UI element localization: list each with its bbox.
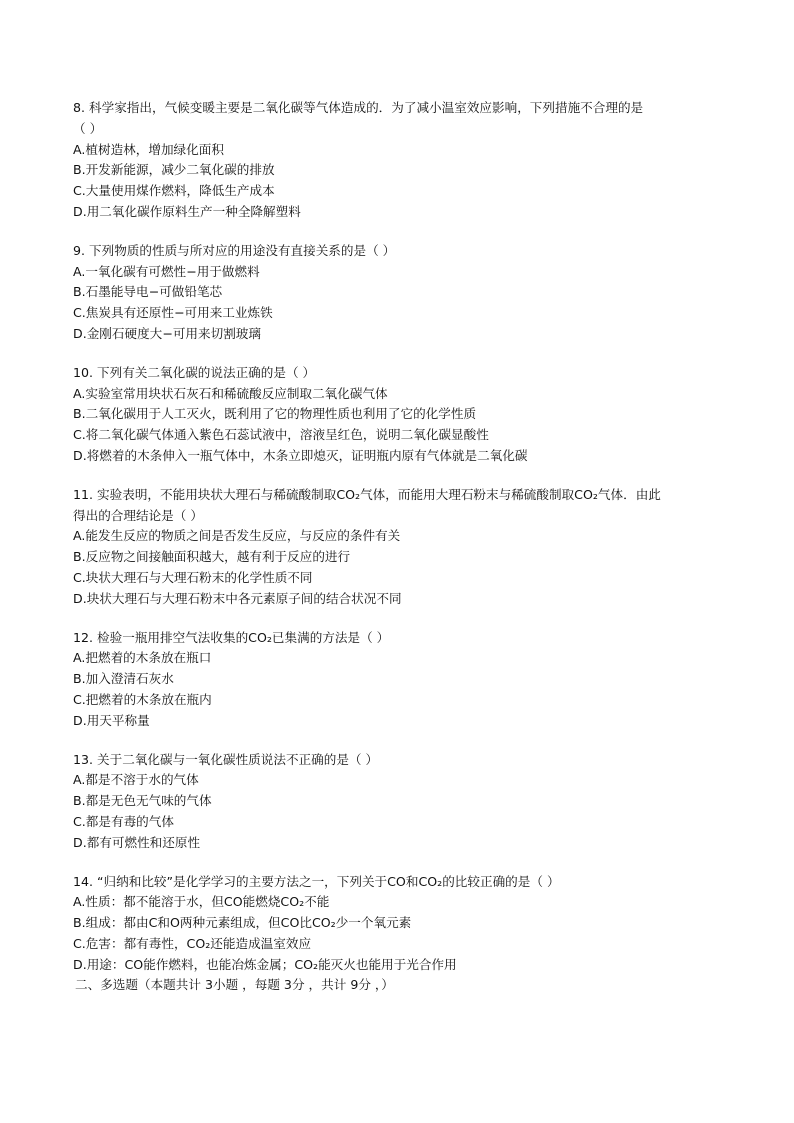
- option-c: C.将二氧化碳气体通入紫色石蕊试液中，溶液呈红色，说明二氧化碳显酸性: [73, 427, 489, 443]
- option-a: A.把燃着的木条放在瓶口: [73, 650, 212, 666]
- question-stem: 8. 科学家指出，气候变暖主要是二氧化碳等气体造成的．为了减小温室效应影响，下列措施不合理的是: [73, 100, 644, 115]
- question-10: [73, 363, 723, 467]
- option-b: B.加入澄清石灰水: [73, 671, 174, 687]
- option-c: C.焦炭具有还原性−可用来工业炼铁: [73, 305, 273, 321]
- question-stem: 12. 检验一瓶用排空气法收集的CO₂已集满的方法是（ ）: [73, 629, 390, 645]
- option-d: D.将燃着的木条伸入一瓶气体中，木条立即熄灭，证明瓶内原有气体就是二氧化碳: [73, 447, 528, 463]
- option-a: A.实验室常用块状石灰石和稀硫酸反应制取二氧化碳气体: [73, 385, 388, 401]
- question-stem: 10. 下列有关二氧化碳的说法正确的是（ ）: [73, 364, 316, 380]
- option-c: C.大量使用煤作燃料，降低生产成本: [73, 183, 275, 199]
- question-12: [73, 628, 723, 732]
- question-11: [73, 485, 723, 610]
- option-d: D.用天平称量: [73, 712, 150, 728]
- option-a: A.能发生反应的物质之间是否发生反应，与反应的条件有关: [73, 528, 401, 544]
- question-stem: （ ）: [73, 120, 103, 136]
- question-stem: 9. 下列物质的性质与所对应的用途没有直接关系的是（ ）: [73, 242, 396, 258]
- question-stem: 13. 关于二氧化碳与一氧化碳性质说法不正确的是（ ）: [73, 751, 379, 767]
- option-d: D.用二氧化碳作原料生产一种全降解塑料: [73, 203, 301, 219]
- question-13: [73, 750, 723, 854]
- option-b: B.反应物之间接触面积越大，越有利于反应的进行: [73, 549, 351, 565]
- option-b: B.石墨能导电−可做铅笔芯: [73, 284, 223, 300]
- question-9: [73, 241, 723, 345]
- option-b: B.开发新能源，减少二氧化碳的排放: [73, 162, 275, 178]
- option-a: A.植树造林，增加绿化面积: [73, 141, 224, 157]
- option-b: B.组成：都由C和O两种元素组成，但CO比CO₂少一个氧元素: [73, 915, 412, 931]
- option-c: C.块状大理石与大理石粉末的化学性质不同: [73, 569, 313, 585]
- question-stem: 得出的合理结论是（ ）: [73, 507, 203, 523]
- option-d: D.都有可燃性和还原性: [73, 834, 201, 850]
- option-a: A.一氧化碳有可燃性−用于做燃料: [73, 263, 260, 279]
- option-a: A.性质：都不能溶于水，但CO能燃烧CO₂不能: [73, 894, 330, 910]
- question-list: [73, 98, 723, 996]
- question-stem: 11. 实验表明，不能用块状大理石与稀硫酸制取CO₂气体，而能用大理石粉末与稀硫酸制取CO₂气体．由此: [73, 486, 661, 502]
- option-d: D.金刚石硬度大−可用来切割玻璃: [73, 325, 261, 341]
- option-c: C.把燃着的木条放在瓶内: [73, 691, 212, 707]
- option-d: D.块状大理石与大理石粉末中各元素原子间的结合状况不同: [73, 590, 402, 606]
- section-heading: 二、多选题（本题共计 3小题 ，每题 3分 ，共计 9分 ，）: [75, 977, 394, 993]
- option-a: A.都是不溶于水的气体: [73, 772, 199, 788]
- option-d: D.用途：CO能作燃料，也能冶炼金属；CO₂能灭火也能用于光合作用: [73, 956, 457, 972]
- option-c: C.危害：都有毒性，CO₂还能造成温室效应: [73, 935, 312, 951]
- question-8: [73, 98, 723, 223]
- question-stem: 14. “归纳和比较”是化学学习的主要方法之一，下列关于CO和CO₂的比较正确的是（ ）: [73, 873, 560, 889]
- option-c: C.都是有毒的气体: [73, 813, 174, 829]
- option-b: B.都是无色无气味的气体: [73, 793, 212, 809]
- option-b: B.二氧化碳用于人工灭火，既利用了它的物理性质也利用了它的化学性质: [73, 406, 477, 422]
- question-14: [73, 872, 723, 976]
